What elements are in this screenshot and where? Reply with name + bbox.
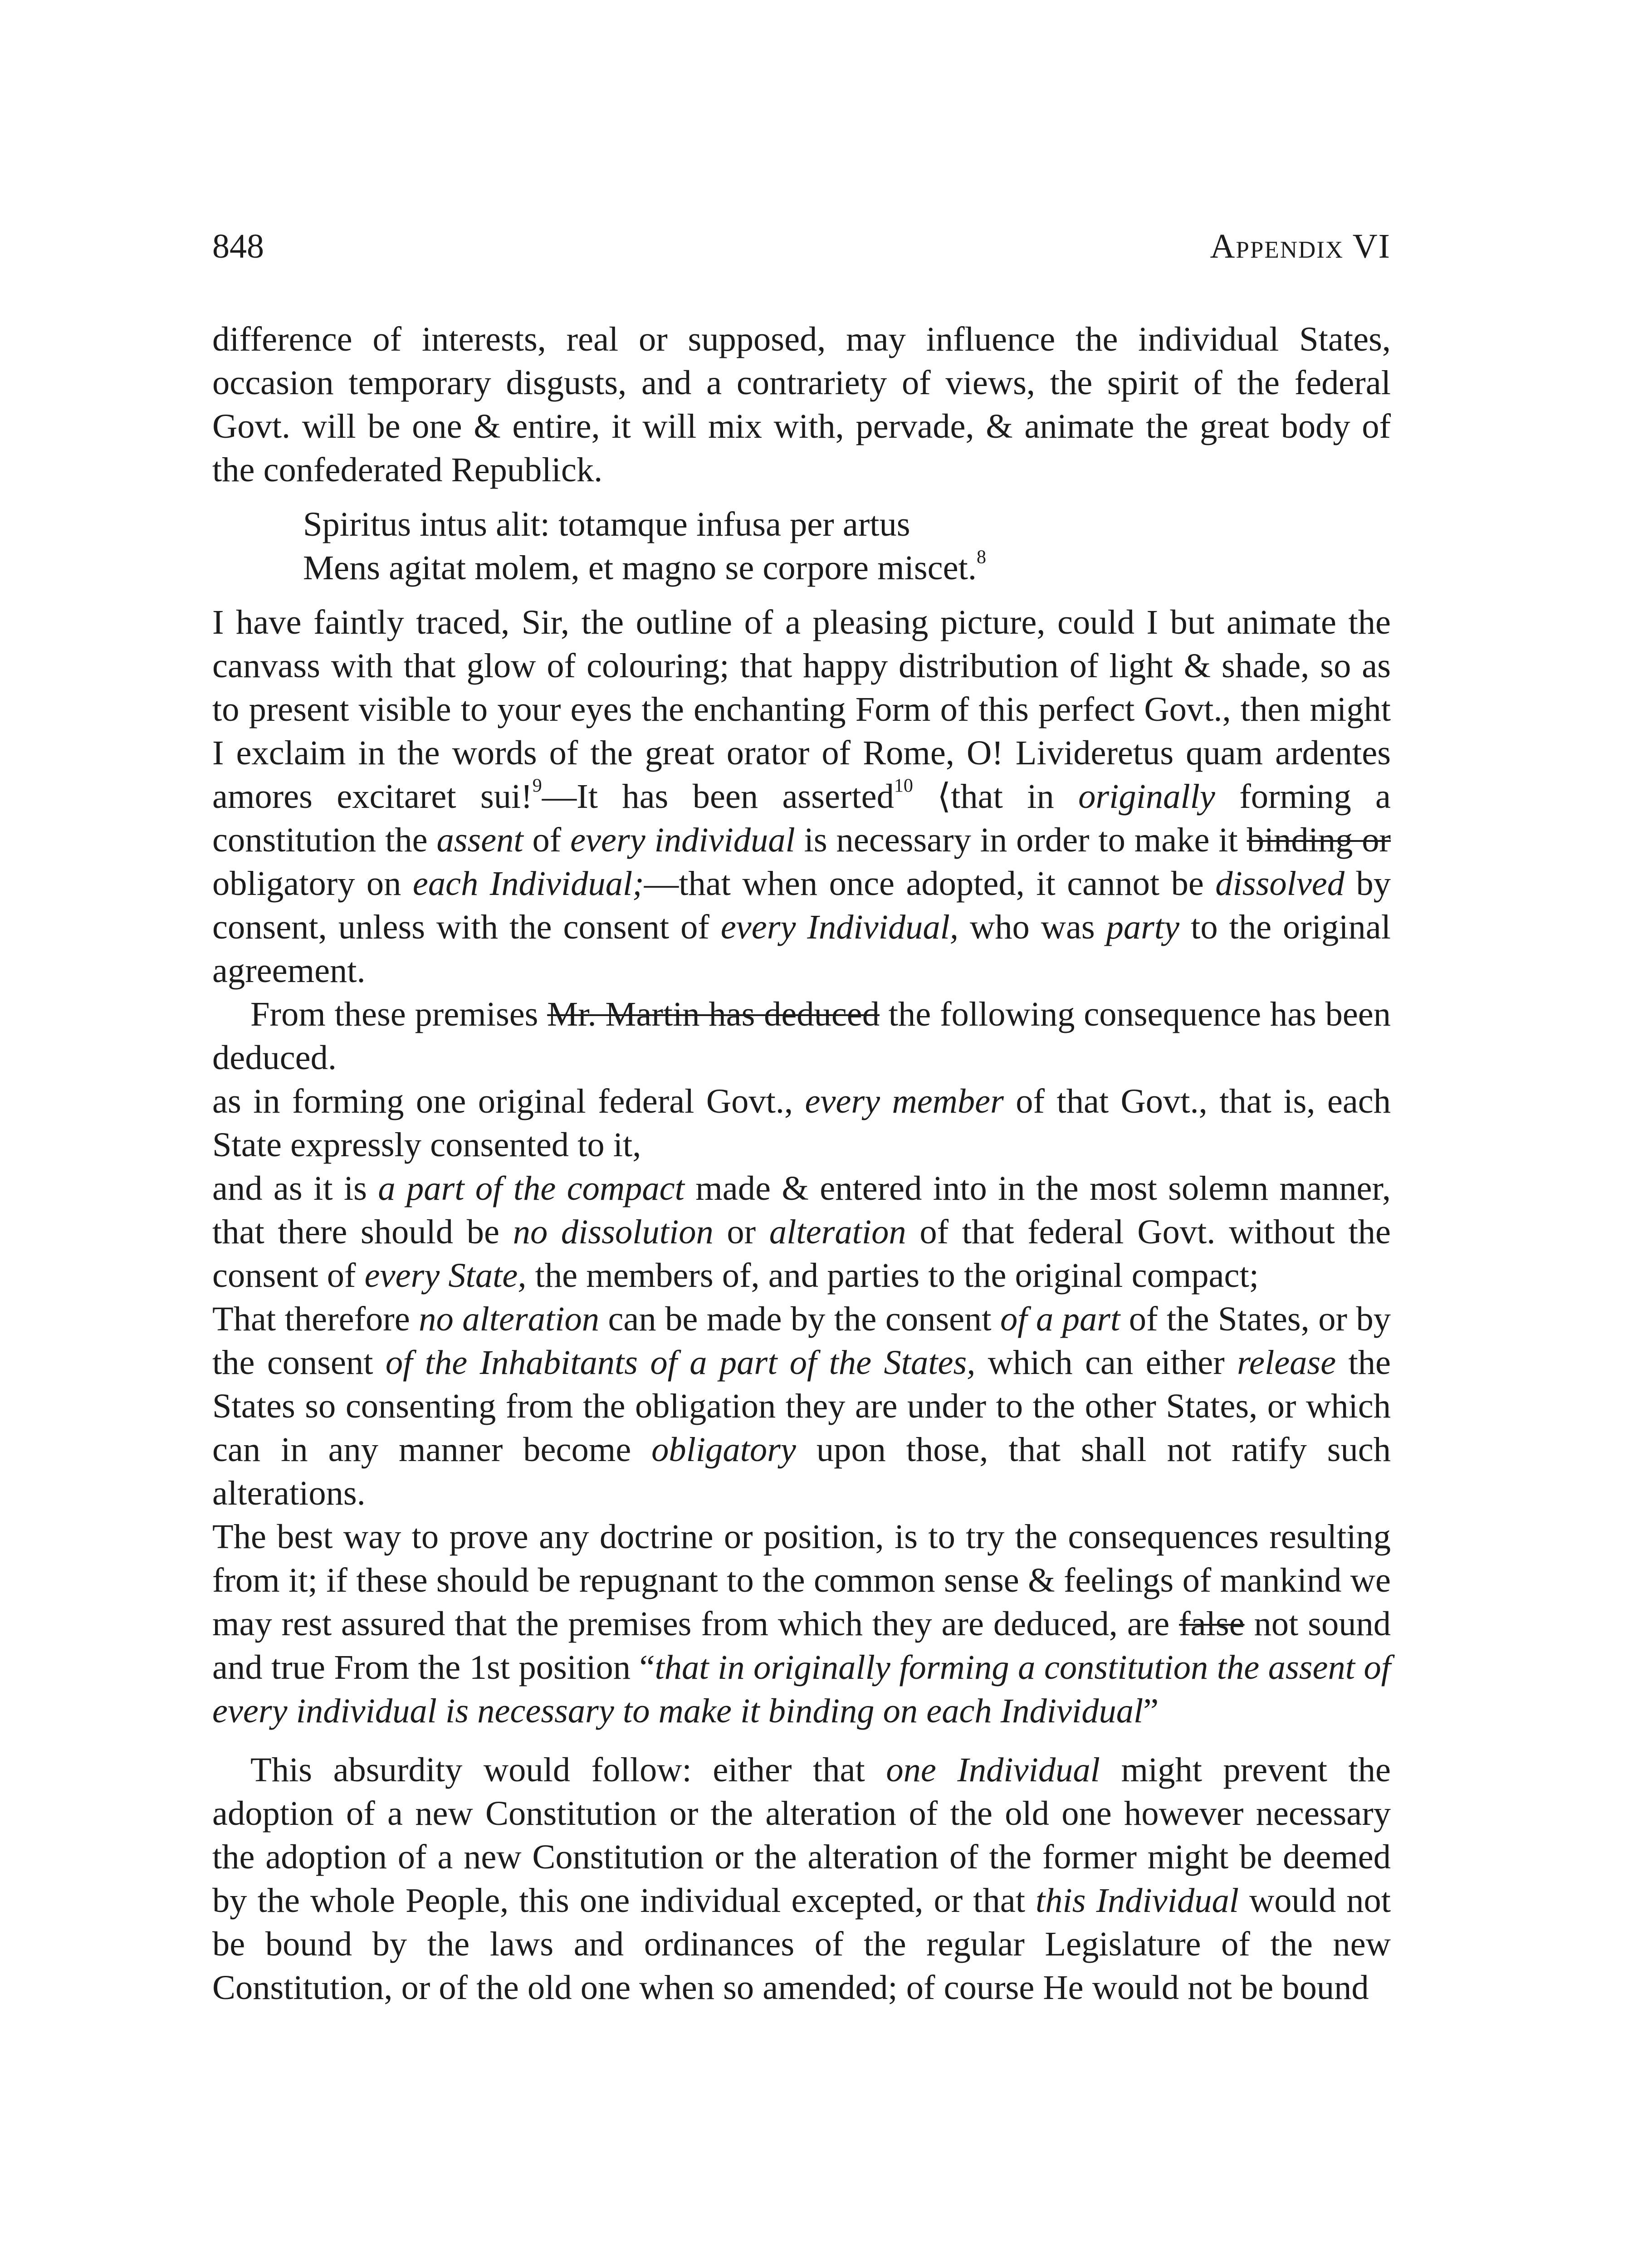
- paragraph-3: From these premises Mr. Martin has deduced the following consequence has been deduced.: [212, 995, 1391, 1077]
- paragraph-5: and as it is a part of the compact made & entered into in the most solemn manner, that there should be no dissolution or alteration of that federal Govt. without the consent of every State, the members of, and parties to the original compact;: [212, 1169, 1391, 1295]
- running-head: Appendix VI: [1210, 227, 1391, 265]
- footnote-ref-10: 10: [894, 775, 913, 797]
- paragraph-8: This absurdity would follow: either that one Individual might prevent the adoption of a new Constitution or the alteration of the old one however necessary the adoption of a new Constitution or the alteration of the former might be deemed by the whole People, this one individual excepted, or that this Individual would not be bound by the laws and ordinances of the regular Legislature of the new Constitution, or of the old one when so amended; of course He would not be bound: [212, 1750, 1391, 2007]
- paragraph-4: as in forming one original federal Govt., every member of that Govt., that is, each State expressly consented to it,: [212, 1082, 1391, 1164]
- struck-text: binding or: [1247, 821, 1391, 859]
- footnote-ref-8: 8: [976, 547, 986, 568]
- struck-text: false: [1179, 1604, 1245, 1643]
- verse-line-2: Mens agitat molem, et magno se corpore miscet.$^8$: [303, 547, 986, 587]
- body-text: [212, 318, 1391, 2009]
- verse-line-1: Spiritus intus alit: totamque infusa per artus: [303, 505, 910, 543]
- page-number: 848: [212, 227, 264, 265]
- struck-text: Mr. Martin has deduced: [547, 995, 880, 1033]
- page-header: [212, 227, 1391, 266]
- paragraph-7: The best way to prove any doctrine or position, is to try the consequences resulting from it; if these should be repugnant to the common sense & feelings of mankind we may rest assured that the premises from which they are deduced, are false not sound and true From the 1st position “that in originally forming a constitution the assent of every individual is necessary to make it binding on each Individual”: [212, 1517, 1391, 1730]
- footnote-ref-9: 9: [532, 775, 542, 797]
- paragraph-2: I have faintly traced, Sir, the outline of a pleasing picture, could I but animate the canvass with that glow of colouring; that happy distribution of light & shade, so as to present visible to your eyes the enchanting Form of this perfect Govt., then might I exclaim in the words of the great orator of Rome, O! Livideretus quam ardentes amores excitaret sui!$^9$—It has been asserted$^{10}$ ⟨that in originally forming a constitution the assent of every individual is necessary in order to make it binding or obligatory on each Individual;—that when once adopted, it cannot be dissolved by consent, unless with the consent of every Individual, who was party to the original agreement.: [212, 603, 1391, 990]
- paragraph-6: That therefore no alteration can be made by the consent of a part of the States, or by the consent of the Inhabitants of a part of the States, which can either release the States so consenting from the obligation they are under to the other States, or which can in any manner become obligatory upon those, that shall not ratify such alterations.: [212, 1300, 1391, 1512]
- latin-quotation: [303, 503, 1391, 590]
- paragraph-1: difference of interests, real or supposed, may influence the individual States, occasion temporary disgusts, and a contrariety of views, the spirit of the federal Govt. will be one & entire, it will mix with, pervade, & animate the great body of the confederated Republick.: [212, 320, 1391, 489]
